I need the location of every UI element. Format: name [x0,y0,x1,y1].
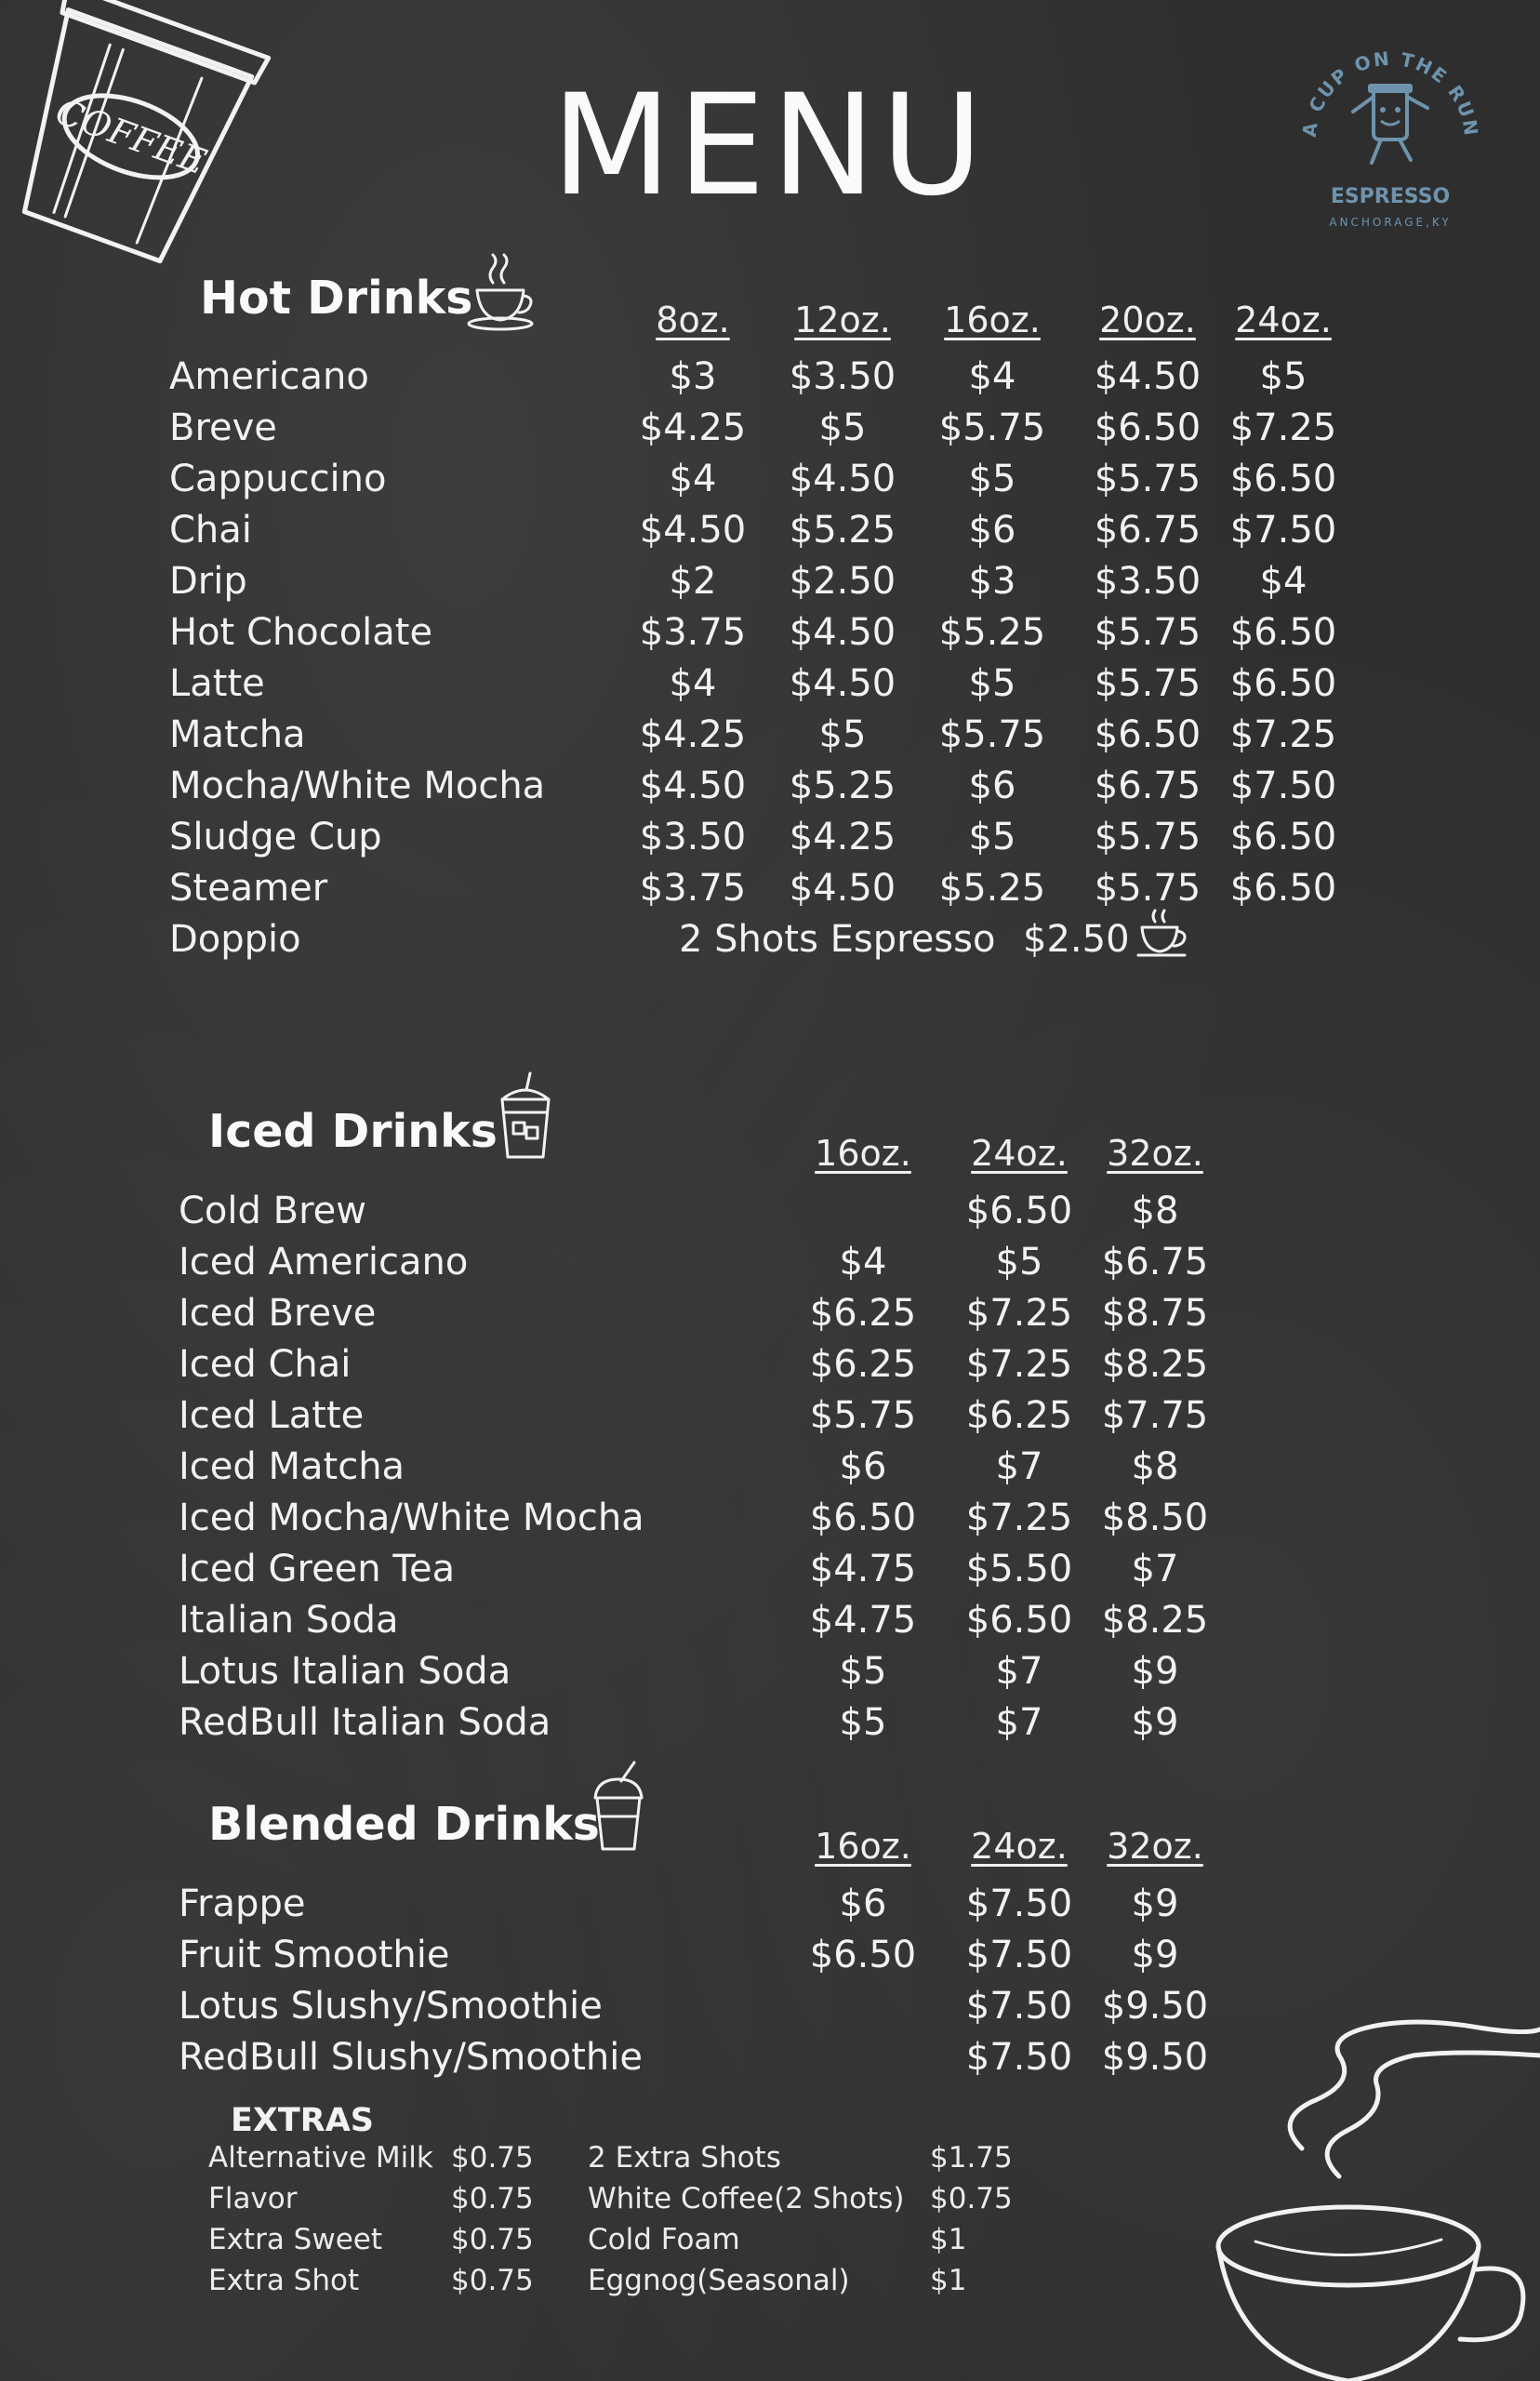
item-price: $6.25 [965,1394,1073,1437]
extra-name: Flavor [208,2182,298,2215]
menu-row [179,1646,1387,1697]
menu-row [179,1442,1387,1493]
item-price: $4.25 [639,713,747,756]
item-price: $5 [968,662,1016,705]
item-price: $6.50 [1229,458,1337,500]
iced-size-header: 32oz. [1107,1133,1203,1174]
item-price: $6.50 [1229,867,1337,910]
item-price: $5 [995,1241,1043,1284]
item-price: $4.50 [789,867,896,910]
item-price: $7.50 [965,1882,1073,1925]
menu-row [169,454,1378,505]
logo-text-top: A CUP ON THE RUN [1297,47,1483,139]
item-name: Chai [169,509,252,552]
extra-name: Extra Sweet [208,2223,383,2256]
item-price: $6.50 [809,1496,917,1539]
item-name: Iced Green Tea [179,1548,456,1590]
item-price: $5 [1259,355,1308,398]
extra-price: $1 [930,2264,967,2297]
logo-text-mid: ESPRESSO [1330,185,1451,208]
item-name: Iced Americano [179,1241,469,1284]
espresso-cup-icon [1136,907,1192,963]
item-price: $6.50 [1094,713,1201,756]
item-price: $3.50 [639,816,747,858]
item-price: $5.75 [1094,816,1201,858]
item-name: Steamer [169,867,328,910]
doppio-name: Doppio [169,918,301,961]
item-name: Frappe [179,1882,306,1925]
extra-name: Cold Foam [588,2223,740,2256]
item-price: $7.50 [1229,765,1337,807]
item-price: $5.75 [938,406,1046,449]
extras-heading: EXTRAS [231,2102,375,2139]
item-price: $4.25 [639,406,747,449]
item-price: $4.50 [1094,355,1201,398]
item-name: Lotus Slushy/Smoothie [179,1985,603,2028]
item-price: $7.25 [965,1496,1073,1539]
item-price: $4.50 [789,458,896,500]
menu-row [179,1339,1387,1390]
item-price: $4 [669,458,717,500]
item-price: $6.50 [965,1599,1073,1642]
doppio-desc: 2 Shots Espresso [679,918,996,961]
item-price: $2.50 [789,560,896,603]
item-price: $6.75 [1094,765,1201,807]
item-price: $4.25 [789,816,896,858]
extra-name: Eggnog(Seasonal) [588,2264,850,2297]
item-price: $5.75 [1094,458,1201,500]
item-price: $6.75 [1101,1241,1209,1284]
item-price: $5.25 [938,867,1046,910]
item-name: Iced Mocha/White Mocha [179,1496,644,1539]
item-name: Cappuccino [169,458,387,500]
item-name: Sludge Cup [169,816,382,858]
item-price: $9.50 [1101,2036,1209,2079]
item-price: $5.25 [789,765,896,807]
blended-drinks-heading: Blended Drinks [208,1798,600,1851]
menu-row [169,607,1378,658]
menu-row [179,1390,1387,1442]
hot-size-header: 12oz. [794,299,891,340]
menu-row [169,556,1378,607]
item-price: $3 [669,355,717,398]
item-price: $5 [818,713,867,756]
item-price: $6.50 [1094,406,1201,449]
item-price: $5 [968,816,1016,858]
item-price: $5 [818,406,867,449]
blended-size-header: 32oz. [1107,1826,1203,1867]
item-price: $5.75 [809,1394,917,1437]
item-price: $7.50 [965,2036,1073,2079]
item-price: $4.50 [639,509,747,552]
item-price: $9 [1131,1650,1179,1693]
hot-size-header: 20oz. [1099,299,1196,340]
item-price: $4.75 [809,1548,917,1590]
menu-row [179,1186,1387,1237]
item-price: $5.75 [938,713,1046,756]
item-price: $4 [1259,560,1308,603]
item-price: $6 [968,765,1016,807]
item-name: Iced Breve [179,1292,377,1335]
item-price: $4.50 [639,765,747,807]
extra-name: Extra Shot [208,2264,360,2297]
item-price: $4 [968,355,1016,398]
item-price: $6 [968,509,1016,552]
menu-row [169,658,1378,710]
item-price: $5.25 [938,611,1046,654]
item-price: $8.50 [1101,1496,1209,1539]
menu-row [179,1930,1387,1981]
item-price: $6.50 [1229,816,1337,858]
item-price: $7 [995,1650,1043,1693]
item-price: $5.50 [965,1548,1073,1590]
item-name: Italian Soda [179,1599,399,1642]
item-price: $3.50 [1094,560,1201,603]
item-price: $5.75 [1094,611,1201,654]
item-price: $3.50 [789,355,896,398]
blended-size-header: 24oz. [971,1826,1068,1867]
item-price: $9 [1131,1882,1179,1925]
hot-drinks-heading: Hot Drinks [200,272,473,325]
menu-row [179,1544,1387,1595]
steaming-coffee-cup-icon [1200,2018,1540,2381]
menu-row [179,1493,1387,1544]
item-name: RedBull Slushy/Smoothie [179,2036,643,2079]
menu-row [179,1697,1387,1749]
item-name: RedBull Italian Soda [179,1701,551,1744]
item-price: $3.75 [639,867,747,910]
extra-price: $0.75 [451,2223,534,2256]
item-price: $6.50 [809,1934,917,1976]
menu-row [169,505,1378,556]
item-name: Iced Matcha [179,1445,405,1488]
item-price: $4.50 [789,662,896,705]
extra-name: White Coffee(2 Shots) [588,2182,905,2215]
item-name: Americano [169,355,369,398]
extra-price: $0.75 [930,2182,1013,2215]
item-price: $4 [669,662,717,705]
hot-size-header: 24oz. [1235,299,1332,340]
iced-size-header: 24oz. [971,1133,1068,1174]
blended-size-header: 16oz. [815,1826,911,1867]
doppio-price: $2.50 [1023,918,1130,961]
item-name: Iced Chai [179,1343,352,1386]
item-name: Hot Chocolate [169,611,433,654]
menu-row [169,863,1378,914]
item-price: $7.50 [965,1985,1073,2028]
item-price: $7 [1131,1548,1179,1590]
item-price: $9 [1131,1934,1179,1976]
blended-cup-icon [586,1761,651,1854]
iced-cup-icon [493,1071,558,1164]
item-price: $3.75 [639,611,747,654]
menu-row [179,1288,1387,1339]
item-price: $7.25 [965,1343,1073,1386]
extra-name: 2 Extra Shots [588,2141,781,2175]
item-name: Iced Latte [179,1394,365,1437]
item-name: Cold Brew [179,1190,366,1232]
menu-row [169,761,1378,812]
brand-logo-icon [1297,37,1483,233]
menu-row [179,1237,1387,1288]
item-price: $6.25 [809,1292,917,1335]
item-name: Fruit Smoothie [179,1934,450,1976]
iced-size-header: 16oz. [815,1133,911,1174]
item-price: $5.25 [789,509,896,552]
item-price: $6.50 [965,1190,1073,1232]
item-price: $6.25 [809,1343,917,1386]
item-price: $8 [1131,1190,1179,1232]
item-price: $7.25 [1229,406,1337,449]
item-name: Breve [169,406,277,449]
item-name: Latte [169,662,265,705]
hot-cup-icon [463,253,538,332]
item-price: $7 [995,1701,1043,1744]
item-price: $7.25 [1229,713,1337,756]
item-name: Drip [169,560,247,603]
hot-size-header: 16oz. [944,299,1041,340]
item-price: $6.75 [1094,509,1201,552]
extra-price: $1 [930,2223,967,2256]
logo-text-bottom: ANCHORAGE,KY [1329,216,1452,229]
item-price: $8.25 [1101,1343,1209,1386]
item-price: $5 [968,458,1016,500]
item-price: $6 [839,1445,887,1488]
item-price: $6 [839,1882,887,1925]
item-price: $8 [1131,1445,1179,1488]
item-price: $7 [995,1445,1043,1488]
item-name: Matcha [169,713,306,756]
item-name: Lotus Italian Soda [179,1650,511,1693]
item-price: $4 [839,1241,887,1284]
menu-row [169,812,1378,863]
extra-price: $0.75 [451,2141,534,2175]
item-price: $7.50 [965,1934,1073,1976]
item-price: $8.75 [1101,1292,1209,1335]
item-price: $7.75 [1101,1394,1209,1437]
item-name: Mocha/White Mocha [169,765,546,807]
extra-price: $1.75 [930,2141,1013,2175]
item-price: $5 [839,1701,887,1744]
menu-row [179,1879,1387,1930]
item-price: $7.25 [965,1292,1073,1335]
hot-size-header: 8oz. [656,299,730,340]
extra-price: $0.75 [451,2182,534,2215]
item-price: $5 [839,1650,887,1693]
menu-title: MENU [551,65,989,227]
item-price: $5.75 [1094,867,1201,910]
menu-row [179,1595,1387,1646]
menu-row [169,352,1378,403]
item-price: $3 [968,560,1016,603]
item-price: $4.50 [789,611,896,654]
item-price: $6.50 [1229,611,1337,654]
extra-name: Alternative Milk [208,2141,433,2175]
item-price: $8.25 [1101,1599,1209,1642]
extra-price: $0.75 [451,2264,534,2297]
item-price: $9 [1131,1701,1179,1744]
item-price: $7.50 [1229,509,1337,552]
item-price: $6.50 [1229,662,1337,705]
item-price: $5.75 [1094,662,1201,705]
cup-label: COFFEE [50,90,212,183]
item-price: $2 [669,560,717,603]
item-price: $4.75 [809,1599,917,1642]
menu-row [169,403,1378,454]
menu-row [169,710,1378,761]
item-price: $9.50 [1101,1985,1209,2028]
iced-drinks-heading: Iced Drinks [208,1105,498,1158]
